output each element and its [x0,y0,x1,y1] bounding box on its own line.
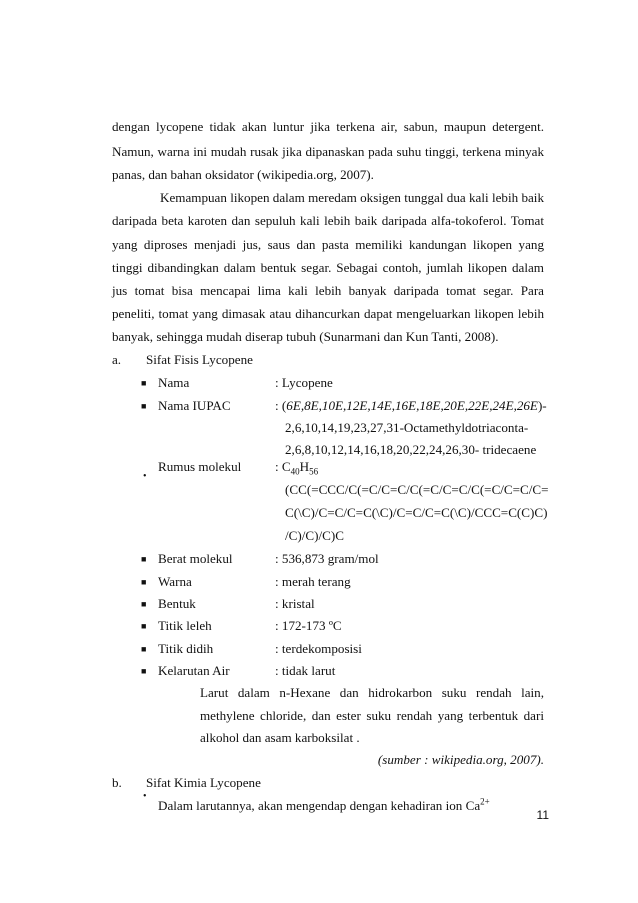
ion-charge: 2+ [480,796,490,807]
square-bullet-icon: ■ [141,621,147,631]
section-heading-b [112,772,261,794]
formula-sub: 56 [309,466,319,477]
body-text-line: dengan lycopene tidak akan luntur jika terkena air, sabun, maupun detergent. [112,119,544,134]
formula-h: H [299,459,310,474]
property-value-continuation: 2,6,8,10,12,14,16,18,20,22,24,26,30- tridecaene [285,442,537,457]
body-text-line: tinggi dibandingkan dalam bentuk segar. Sebagai contoh, jumlah likopen dalam [112,260,544,275]
property-value: : merah terang [275,574,351,589]
property-name: Kelarutan Air [158,663,230,678]
property-name: Nama [158,375,190,390]
property-value: : 536,873 gram/mol [275,551,379,566]
property-name: Warna [158,574,192,589]
property-value [275,456,318,478]
property-value: : kristal [275,596,315,611]
section-heading-a [112,349,253,371]
property-name: Rumus molekul [158,459,242,474]
property-name: Titik leleh [158,618,212,633]
property-value: : Lycopene [275,375,333,390]
solubility-note-line: methylene chloride, dan ester suku rendah yang terbentuk dari [200,708,544,723]
chemical-property-item [158,795,490,817]
square-bullet-icon: ■ [141,599,147,609]
iupac-prefix: : ( [275,398,287,413]
body-text-line: panas, dan bahan oksidator (wikipedia.org, 2007). [112,167,374,182]
body-text-line: peneliti, tomat yang dimasak atau dihancurkan dapat mengeluarkan likopen lebih [112,306,544,321]
property-name: Titik didih [158,641,214,656]
smiles-line: /C)/C)/C)C [285,528,344,543]
bullet-dot-icon: • [143,471,147,482]
square-bullet-icon: ■ [141,554,147,564]
property-value: : 172-173 ºC [275,618,342,633]
property-value [275,395,547,417]
page-number: 11 [536,808,549,822]
solubility-note-line: alkohol dan asam karboksilat . [200,730,360,745]
section-title: Sifat Kimia Lycopene [146,775,261,790]
body-text-line: Kemampuan likopen dalam meredam oksigen tunggal dua kali lebih baik [160,190,544,205]
body-text-line: banyak, sehingga mudah diserap tubuh (Sunarmani dan Kun Tanti, 2008). [112,329,499,344]
section-label: b. [112,775,122,790]
smiles-line: C(\C)/C=C/C=C(\C)/C=C/C=C(\C)/CCC=C(C)C) [285,505,548,520]
property-value: : terdekomposisi [275,641,362,656]
formula-sub: 40 [290,466,300,477]
body-text-line: daripada beta karoten dan sepuluh kali lebih baik daripada alfa-tokoferol. Tomat [112,213,544,228]
chemical-property-text: Dalam larutannya, akan mengendap dengan kehadiran ion Ca [158,798,481,813]
body-text-line: Namun, warna ini mudah rusak jika dipanaskan pada suhu tinggi, terkena minyak [112,144,544,159]
source-citation: (sumber : wikipedia.org, 2007). [377,752,544,767]
iupac-suffix: )- [537,398,547,413]
property-name: Nama IUPAC [158,398,231,413]
formula-c: : C [275,459,291,474]
smiles-line: (CC(=CCC/C(=C/C=C/C(=C/C=C/C(=C/C=C/C= [285,482,549,497]
square-bullet-icon: ■ [141,666,147,676]
square-bullet-icon: ■ [141,644,147,654]
property-value: : tidak larut [275,663,336,678]
bullet-dot-icon: • [143,791,147,802]
square-bullet-icon: ■ [141,378,147,388]
property-name: Bentuk [158,596,196,611]
body-text-line: jus tomat bisa mencapai lima kali lebih banyak daripada tomat segar. Para [112,283,544,298]
iupac-stereo: 6E,8E,10E,12E,14E,16E,18E,20E,22E,24E,26E [286,398,538,413]
section-title: Sifat Fisis Lycopene [146,352,253,367]
property-name: Berat molekul [158,551,233,566]
square-bullet-icon: ■ [141,577,147,587]
solubility-note-line: Larut dalam n-Hexane dan hidrokarbon suku rendah lain, [200,685,544,700]
section-label: a. [112,352,122,367]
body-text-line: yang diproses menjadi jus, saus dan pasta memiliki kandungan likopen yang [112,237,544,252]
property-value-continuation: 2,6,10,14,19,23,27,31-Octamethyldotriaconta- [285,420,529,435]
square-bullet-icon: ■ [141,401,147,411]
